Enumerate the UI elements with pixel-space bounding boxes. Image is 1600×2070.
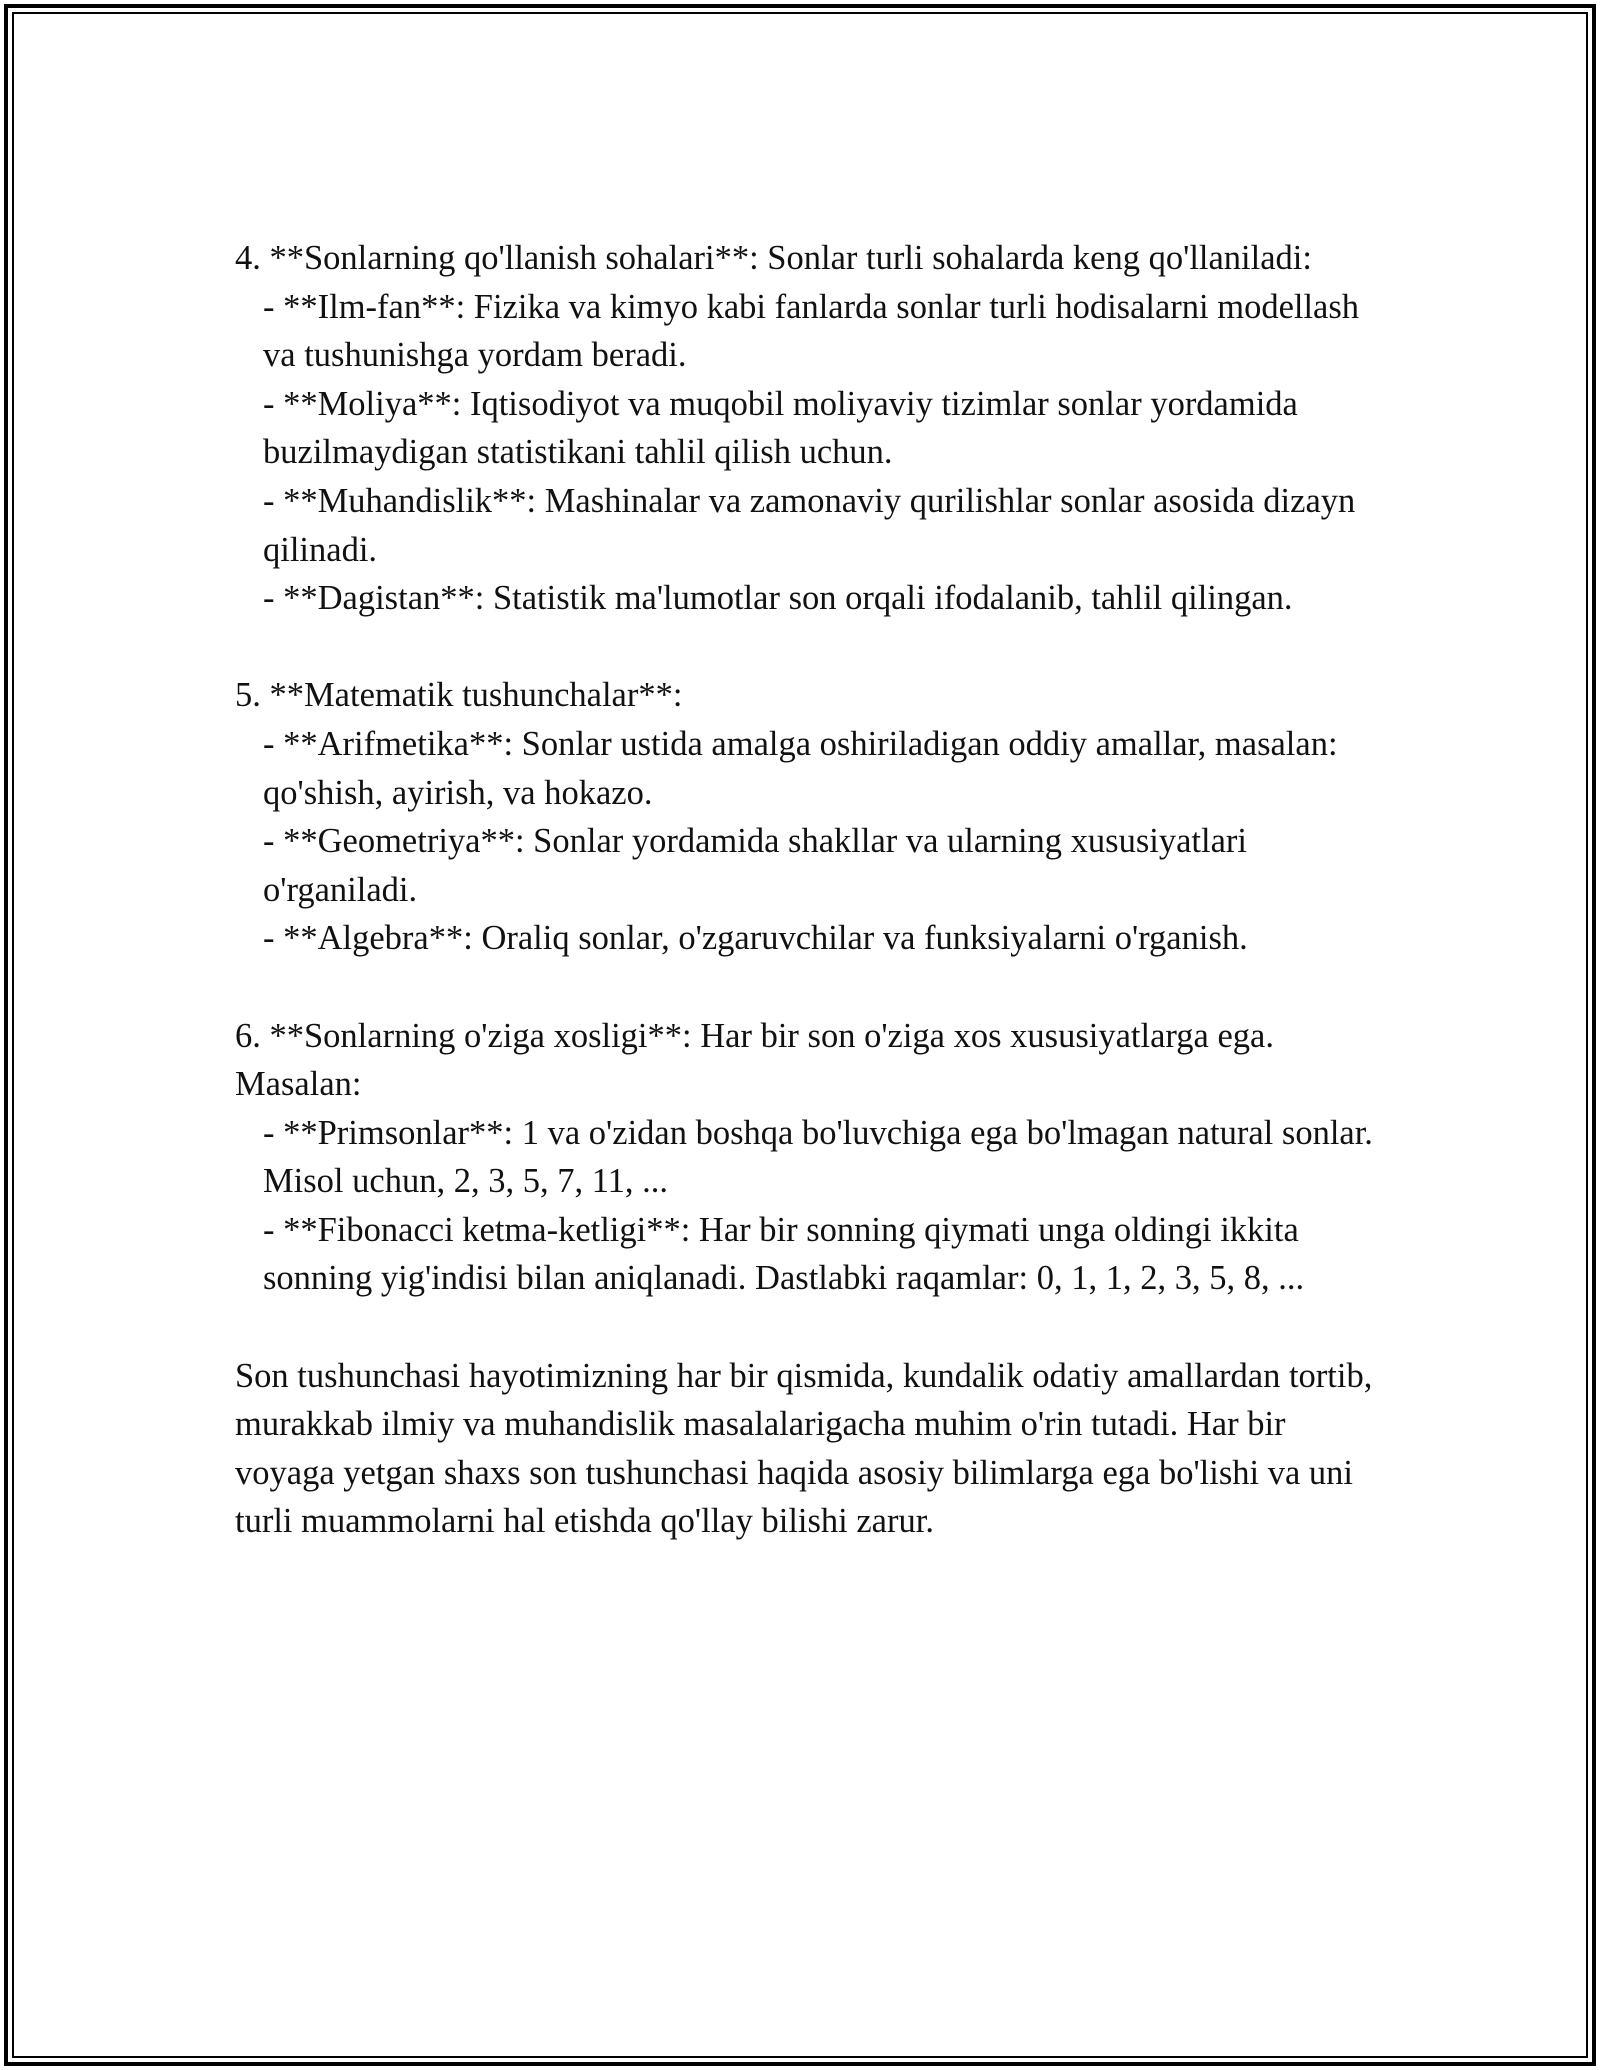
paragraph-gap bbox=[235, 623, 1385, 672]
section-5-intro: 5. **Matematik tushunchalar**: bbox=[235, 676, 683, 715]
list-item-geometriya: - **Geometriya**: Sonlar yordamida shakllar va ularning xususiyatlari o'rganiladi. bbox=[263, 822, 1256, 909]
list-item-dagistan: - **Dagistan**: Statistik ma'lumotlar son orqali ifodalanib, tahlil qilingan. bbox=[263, 579, 1293, 618]
list-item-arifmetika: - **Arifmetika**: Sonlar ustida amalga oshiriladigan oddiy amallar, masalan: qo'shish, ayirish, va hokazo. bbox=[263, 724, 1347, 812]
list-item-moliya: - **Moliya**: Iqtisodiyot va muqobil moliyaviy tizimlar sonlar yordamida buzilmaydigan statistikani tahlil qilish uchun. bbox=[263, 384, 1307, 472]
section-6-intro: 6. **Sonlarning o'ziga xosligi**: Har bir son o'ziga xos xususiyatlarga ega. Masalan: bbox=[235, 1016, 1283, 1104]
document-body bbox=[235, 234, 1385, 1546]
conclusion-paragraph: Son tushunchasi hayotimizning har bir qismida, kundalik odatiy amallardan tortib, murakkab ilmiy va muhandislik masalalarigacha muhim o'rin tutadi. Har bir voyaga yetgan shaxs son tushunchasi haqida asosiy bilimlarga ega bo'lishi va uni turli muammolarni hal etishda qo'llay bilishi zarur. bbox=[235, 1356, 1381, 1541]
paragraph-gap bbox=[235, 1303, 1385, 1352]
list-item-algebra: - **Algebra**: Oraliq sonlar, o'zgaruvchilar va funksiyalarni o'rganish. bbox=[263, 919, 1248, 958]
list-item-ilm-fan: - **Ilm-fan**: Fizika va kimyo kabi fanlarda sonlar turli hodisalarni modellash va tushunishga yordam beradi. bbox=[263, 287, 1368, 375]
list-item-primsonlar: - **Primsonlar**: 1 va o'zidan boshqa bo'luvchiga ega bo'lmagan natural sonlar. Misol uchun, 2, 3, 5, 7, 11, ... bbox=[263, 1113, 1382, 1201]
list-item-muhandislik: - **Muhandislik**: Mashinalar va zamonaviy qurilishlar sonlar asosida dizayn qilinadi. bbox=[263, 481, 1364, 569]
list-item-fibonacci: - **Fibonacci ketma-ketligi**: Har bir sonning qiymati unga oldingi ikkita sonning yig'indisi bilan aniqlanadi. Dastlabki raqamlar: 0, 1, 1, 2, 3, 5, 8, ... bbox=[263, 1210, 1308, 1298]
paragraph-gap bbox=[235, 963, 1385, 1012]
section-4-intro: 4. **Sonlarning qo'llanish sohalari**: Sonlar turli sohalarda keng qo'llaniladi: bbox=[235, 239, 1312, 277]
